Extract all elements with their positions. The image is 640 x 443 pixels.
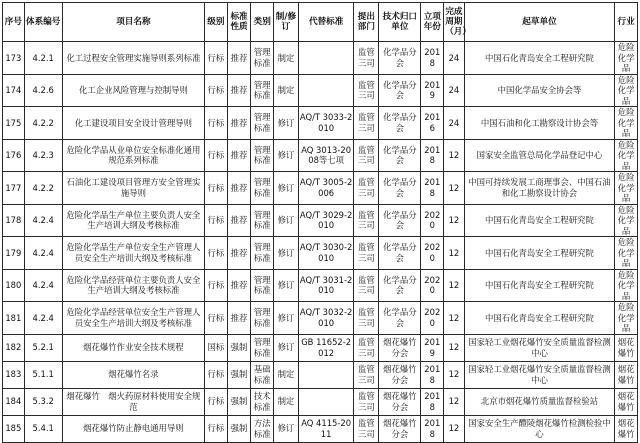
- table-row: [3, 107, 638, 140]
- cell-replaced-standard: GB 11652-2012: [298, 334, 354, 361]
- cell-system-code: 4.2.6: [24, 74, 62, 107]
- header-col-industry: 行业: [615, 3, 638, 42]
- cell-project-name: 危险化学品经营单位主要负责人安全生产培训大纲及考核标准: [62, 269, 204, 302]
- cell-project-year: 2019: [421, 334, 444, 361]
- cell-revision: 修订: [274, 107, 299, 140]
- table-row: [3, 415, 638, 442]
- cell-system-code: 4.2.4: [24, 302, 62, 335]
- cell-project-year: 2018: [421, 42, 444, 75]
- cell-technical-unit: 化学品分会: [379, 74, 421, 107]
- cell-system-code: 4.2.4: [24, 269, 62, 302]
- cell-revision: 修订: [274, 204, 299, 237]
- cell-industry: 烟花爆竹: [615, 388, 638, 415]
- cell-system-code: 4.2.2: [24, 107, 62, 140]
- cell-proposing-dept: 监管三司: [354, 172, 379, 205]
- cell-revision: 修订: [274, 415, 299, 442]
- cell-drafting-unit: 中国可持续发展工商理事会、中国石油和化工勘察设计协会: [464, 172, 615, 205]
- cell-nature: 推荐: [227, 139, 251, 172]
- cell-technical-unit: 化学品分会: [379, 237, 421, 270]
- cell-level: 行标: [205, 415, 228, 442]
- cell-technical-unit: 化学品分会: [379, 302, 421, 335]
- header-col-nature: 标准性质: [227, 3, 251, 42]
- cell-system-code: 4.2.2: [24, 172, 62, 205]
- cell-nature: 推荐: [227, 172, 251, 205]
- cell-industry: 危险化学品: [615, 204, 638, 237]
- cell-technical-unit: 烟花爆竹分会: [379, 388, 421, 415]
- cell-nature: 推荐: [227, 204, 251, 237]
- cell-completion-period: 12: [444, 237, 465, 270]
- cell-revision: 修订: [274, 334, 299, 361]
- cell-drafting-unit: 中国石化青岛安全工程研究院: [464, 204, 615, 237]
- header-col-technical-unit: 技术归口单位: [379, 3, 421, 42]
- cell-nature: 强制: [227, 334, 251, 361]
- cell-seq: 181: [3, 302, 25, 335]
- cell-category: 管理标准: [251, 42, 274, 75]
- header-col-proposing-dept: 提出部门: [354, 3, 379, 42]
- cell-industry: 危险化学品: [615, 139, 638, 172]
- cell-project-name: 烟花爆竹名录: [62, 361, 204, 388]
- cell-replaced-standard: AQ 4115-2011: [298, 415, 354, 442]
- header-col-category: 类别: [251, 3, 274, 42]
- cell-drafting-unit: 中国化学品安全协会等: [464, 74, 615, 107]
- cell-project-year: 2018: [421, 139, 444, 172]
- cell-project-name: 烟花爆竹 烟火药原材料使用安全规范: [62, 388, 204, 415]
- cell-seq: 182: [3, 334, 25, 361]
- cell-project-year: 2020: [421, 302, 444, 335]
- header-col-level: 级别: [205, 3, 228, 42]
- cell-seq: 179: [3, 237, 25, 270]
- cell-drafting-unit: 中国石化青岛安全工程研究院: [464, 42, 615, 75]
- cell-seq: 177: [3, 172, 25, 205]
- cell-proposing-dept: 监管三司: [354, 204, 379, 237]
- cell-category: 管理标准: [251, 172, 274, 205]
- cell-industry: 危险化学品: [615, 269, 638, 302]
- cell-category: 管理标准: [251, 204, 274, 237]
- cell-proposing-dept: 监管三司: [354, 388, 379, 415]
- cell-technical-unit: 化学品分会: [379, 172, 421, 205]
- cell-completion-period: 12: [444, 361, 465, 388]
- cell-category: 基础标准: [251, 361, 274, 388]
- cell-project-name: 危险化学品从业单位安全标准化通用规范系列标准: [62, 139, 204, 172]
- cell-level: 行标: [205, 269, 228, 302]
- cell-proposing-dept: 监管三司: [354, 334, 379, 361]
- table-row: [3, 269, 638, 302]
- cell-revision: 修订: [274, 139, 299, 172]
- cell-proposing-dept: 监管三司: [354, 237, 379, 270]
- cell-project-name: 危险化学品经营单位安全生产管理人员安全生产培训大纲及考核标准: [62, 302, 204, 335]
- cell-category: 方法标准: [251, 415, 274, 442]
- cell-industry: 危险化学品: [615, 107, 638, 140]
- cell-level: 行标: [205, 302, 228, 335]
- cell-category: 管理标准: [251, 334, 274, 361]
- cell-proposing-dept: 监管三司: [354, 74, 379, 107]
- cell-proposing-dept: 监管三司: [354, 107, 379, 140]
- cell-replaced-standard: [298, 74, 354, 107]
- cell-industry: 烟花爆竹: [615, 415, 638, 442]
- cell-drafting-unit: 国家安全监管总局化学品登记中心: [464, 139, 615, 172]
- cell-completion-period: 24: [444, 42, 465, 75]
- cell-drafting-unit: 中国石化青岛安全工程研究院: [464, 302, 615, 335]
- cell-completion-period: 12: [444, 204, 465, 237]
- cell-industry: 烟花爆竹: [615, 361, 638, 388]
- cell-revision: 修订: [274, 172, 299, 205]
- table-row: [3, 237, 638, 270]
- header-col-completion-period: 完成周期（月）: [444, 3, 465, 42]
- cell-system-code: 4.2.4: [24, 237, 62, 270]
- cell-drafting-unit: 国家轻工业烟花爆竹安全质量监督检测中心: [464, 334, 615, 361]
- cell-nature: 强制: [227, 388, 251, 415]
- standards-table: [2, 2, 638, 443]
- cell-seq: 174: [3, 74, 25, 107]
- cell-seq: 185: [3, 415, 25, 442]
- cell-seq: 176: [3, 139, 25, 172]
- cell-seq: 175: [3, 107, 25, 140]
- cell-project-year: 2019: [421, 74, 444, 107]
- cell-technical-unit: 化学品分会: [379, 42, 421, 75]
- cell-project-name: 化工企业风险管理与控制导则: [62, 74, 204, 107]
- cell-system-code: 5.3.2: [24, 388, 62, 415]
- cell-seq: 180: [3, 269, 25, 302]
- cell-replaced-standard: [298, 361, 354, 388]
- cell-project-year: 2018: [421, 172, 444, 205]
- cell-project-year: 2018: [421, 415, 444, 442]
- header-col-drafting-unit: 起草单位: [464, 3, 615, 42]
- cell-completion-period: 24: [444, 74, 465, 107]
- cell-drafting-unit: 中国石化青岛安全工程研究院: [464, 269, 615, 302]
- cell-project-name: 烟花爆竹防止静电通用导则: [62, 415, 204, 442]
- cell-project-name: 化工过程安全管理实施导则系列标准: [62, 42, 204, 75]
- table-row: [3, 302, 638, 335]
- cell-technical-unit: 化学品分会: [379, 139, 421, 172]
- header-col-revision: 制/修订: [274, 3, 299, 42]
- cell-nature: 推荐: [227, 107, 251, 140]
- cell-industry: 危险化学品: [615, 74, 638, 107]
- cell-system-code: 5.2.1: [24, 334, 62, 361]
- cell-drafting-unit: 中国石油和化工勘察设计协会等: [464, 107, 615, 140]
- cell-technical-unit: 烟花爆竹分会: [379, 415, 421, 442]
- cell-category: 管理标准: [251, 139, 274, 172]
- cell-system-code: 4.2.3: [24, 139, 62, 172]
- cell-category: 管理标准: [251, 74, 274, 107]
- cell-revision: 修订: [274, 302, 299, 335]
- cell-nature: 推荐: [227, 302, 251, 335]
- cell-completion-period: 12: [444, 388, 465, 415]
- cell-completion-period: 24: [444, 107, 465, 140]
- table-row: [3, 42, 638, 75]
- header-row: [3, 3, 638, 42]
- cell-level: 国标: [205, 334, 228, 361]
- cell-proposing-dept: 监管三司: [354, 302, 379, 335]
- cell-project-name: 危险化学品生产单位安全生产管理人员安全生产培训大纲及考核标准: [62, 237, 204, 270]
- cell-technical-unit: 化学品分会: [379, 204, 421, 237]
- cell-system-code: 5.1.1: [24, 361, 62, 388]
- cell-category: 管理标准: [251, 269, 274, 302]
- standards-table-container: [2, 2, 638, 443]
- cell-technical-unit: 烟花爆竹分会: [379, 334, 421, 361]
- cell-replaced-standard: AQ/T 3031-2010: [298, 269, 354, 302]
- cell-level: 行标: [205, 139, 228, 172]
- cell-replaced-standard: AQ 3013-2008等七项: [298, 139, 354, 172]
- cell-technical-unit: 化学品分会: [379, 269, 421, 302]
- cell-seq: 178: [3, 204, 25, 237]
- cell-replaced-standard: AQ/T 3032-2010: [298, 302, 354, 335]
- cell-completion-period: 12: [444, 269, 465, 302]
- cell-level: 行标: [205, 42, 228, 75]
- header-col-seq: 序号: [3, 3, 25, 42]
- cell-revision: 制定: [274, 74, 299, 107]
- cell-category: 管理标准: [251, 237, 274, 270]
- cell-project-year: 2020: [421, 237, 444, 270]
- cell-replaced-standard: [298, 388, 354, 415]
- cell-nature: 推荐: [227, 74, 251, 107]
- cell-industry: 危险化学品: [615, 172, 638, 205]
- cell-project-year: 2018: [421, 388, 444, 415]
- cell-project-year: 2018: [421, 361, 444, 388]
- header-col-replaced-standard: 代替标准: [298, 3, 354, 42]
- cell-replaced-standard: [298, 42, 354, 75]
- cell-level: 行标: [205, 237, 228, 270]
- cell-level: 行标: [205, 74, 228, 107]
- header-col-project-year: 立项年份: [421, 3, 444, 42]
- cell-level: 行标: [205, 388, 228, 415]
- cell-replaced-standard: AQ/T 3030-2010: [298, 237, 354, 270]
- cell-completion-period: 12: [444, 415, 465, 442]
- table-row: [3, 361, 638, 388]
- cell-seq: 183: [3, 361, 25, 388]
- cell-seq: 173: [3, 42, 25, 75]
- table-row: [3, 388, 638, 415]
- cell-seq: 184: [3, 388, 25, 415]
- cell-replaced-standard: AQ/T 3005-2006: [298, 172, 354, 205]
- cell-drafting-unit: 北京市烟花爆竹质量监督检验站: [464, 388, 615, 415]
- cell-nature: 强制: [227, 361, 251, 388]
- table-row: [3, 74, 638, 107]
- cell-proposing-dept: 监管三司: [354, 269, 379, 302]
- table-row: [3, 172, 638, 205]
- cell-revision: 制定: [274, 361, 299, 388]
- table-row: [3, 334, 638, 361]
- cell-category: 技术标准: [251, 388, 274, 415]
- header-col-project-name: 项目名称: [62, 3, 204, 42]
- cell-nature: 推荐: [227, 237, 251, 270]
- cell-completion-period: 12: [444, 334, 465, 361]
- cell-level: 行标: [205, 172, 228, 205]
- cell-replaced-standard: AQ/T 3033-2010: [298, 107, 354, 140]
- cell-nature: 强制: [227, 415, 251, 442]
- cell-project-year: 2016: [421, 107, 444, 140]
- cell-project-name: 危险化学品生产单位主要负责人安全生产培训大纲及考核标准: [62, 204, 204, 237]
- cell-drafting-unit: 国家轻工业烟花爆竹安全质量监督检测中心: [464, 361, 615, 388]
- cell-industry: 危险化学品: [615, 42, 638, 75]
- cell-proposing-dept: 监管三司: [354, 415, 379, 442]
- header-col-system-code: 体系编号: [24, 3, 62, 42]
- cell-industry: 烟花爆竹: [615, 334, 638, 361]
- cell-system-code: 4.2.4: [24, 204, 62, 237]
- cell-project-year: 2020: [421, 269, 444, 302]
- cell-category: 管理标准: [251, 302, 274, 335]
- cell-level: 行标: [205, 107, 228, 140]
- cell-industry: 危险化学品: [615, 237, 638, 270]
- cell-completion-period: 12: [444, 302, 465, 335]
- cell-drafting-unit: 中国石化青岛安全工程研究院: [464, 237, 615, 270]
- cell-proposing-dept: 监管三司: [354, 42, 379, 75]
- cell-completion-period: 12: [444, 172, 465, 205]
- cell-technical-unit: 烟花爆竹分会: [379, 361, 421, 388]
- table-header: [3, 3, 638, 42]
- table-row: [3, 204, 638, 237]
- cell-revision: 制定: [274, 388, 299, 415]
- cell-project-name: 烟花爆竹作业安全技术规程: [62, 334, 204, 361]
- cell-revision: 修订: [274, 269, 299, 302]
- cell-category: 管理标准: [251, 107, 274, 140]
- cell-level: 行标: [205, 361, 228, 388]
- cell-revision: 制定: [274, 42, 299, 75]
- cell-project-year: 2020: [421, 204, 444, 237]
- cell-system-code: 5.4.1: [24, 415, 62, 442]
- cell-drafting-unit: 国家安全生产醴陵烟花爆竹检测检验中心: [464, 415, 615, 442]
- table-body: [3, 42, 638, 443]
- cell-completion-period: 12: [444, 139, 465, 172]
- cell-nature: 推荐: [227, 269, 251, 302]
- cell-proposing-dept: 监管三司: [354, 361, 379, 388]
- cell-project-name: 化工建设项目安全设计管理导则: [62, 107, 204, 140]
- cell-project-name: 石油化工建设项目管理方安全管理实施导则: [62, 172, 204, 205]
- cell-proposing-dept: 监管三司: [354, 139, 379, 172]
- cell-revision: 修订: [274, 237, 299, 270]
- table-row: [3, 139, 638, 172]
- cell-level: 行标: [205, 204, 228, 237]
- cell-replaced-standard: AQ/T 3029-2010: [298, 204, 354, 237]
- cell-nature: 推荐: [227, 42, 251, 75]
- cell-industry: 危险化学品: [615, 302, 638, 335]
- cell-technical-unit: 化学品分会: [379, 107, 421, 140]
- cell-system-code: 4.2.1: [24, 42, 62, 75]
